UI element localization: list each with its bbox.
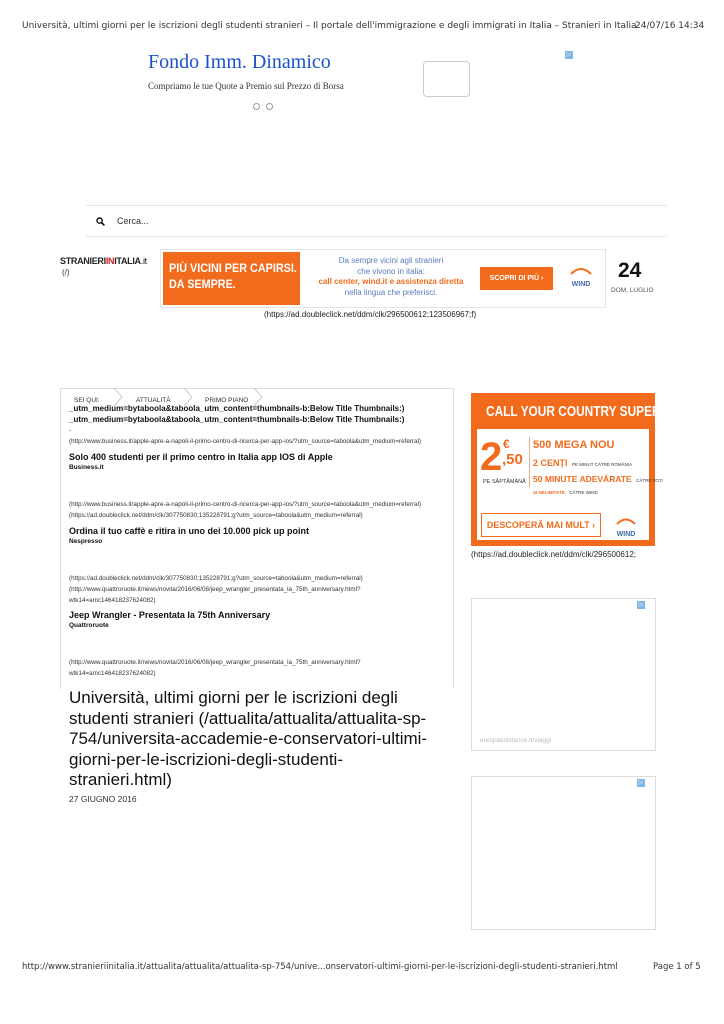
footer-page-number: Page 1 of 5 xyxy=(653,962,701,972)
banner-headline-2: DA SEMPRE. xyxy=(169,277,236,291)
banner-cta-button[interactable]: SCOPRI DI PIÙ › xyxy=(480,267,553,290)
top-ad[interactable] xyxy=(140,45,580,115)
breadcrumb-sei-qui: SEI QUI: xyxy=(74,397,100,404)
item2-source: Nespresso xyxy=(69,538,103,545)
item2-title[interactable]: Ordina il tuo caffè e ritira in uno dei 10.000 pick up point xyxy=(69,526,310,536)
side-ad-click-url[interactable]: (https://ad.doubleclick.net/ddm/clk/296500612; xyxy=(471,550,636,559)
wind-logo xyxy=(562,263,600,293)
item3-title[interactable]: Jeep Wrangler - Presentata la 75th Anniversary xyxy=(69,610,271,620)
adchoices-icon[interactable]: ▷ xyxy=(566,52,572,58)
item3-source: Quattroruote xyxy=(69,622,109,629)
side-ad-offer-4-suffix: CĂTRE WIND xyxy=(569,490,598,495)
top-ad-subtitle: Compriamo le tue Quote a Premio sul Prezzo di Borsa xyxy=(148,81,344,91)
side-ad-offer-2: 2 CENȚI xyxy=(533,458,568,468)
logo-suffix: .it xyxy=(140,256,147,266)
side-ad-price-big: 2 xyxy=(480,435,503,479)
article-title-line-2[interactable]: studenti stranieri (/attualita/attualita/attualita-sp- xyxy=(69,708,427,728)
banner-line-1: Da sempre vicini agli stranieri xyxy=(338,256,444,265)
side-ad-box-2[interactable] xyxy=(471,598,656,751)
item2-post-url-1[interactable]: (https://ad.doubleclick.net/ddm/clk/307750830;135228791;g?utm_source=taboola&utm_medium=referral) xyxy=(69,575,363,582)
side-ad-cta-button[interactable]: DESCOPERĂ MAI MULT › xyxy=(481,513,601,537)
breadcrumb-attualita[interactable]: ATTUALITÀ xyxy=(136,397,171,404)
breadcrumb-primo-piano[interactable]: PRIMO PIANO xyxy=(205,397,249,404)
side-ad-offer-4: ȘI NELIMITATE xyxy=(533,490,565,495)
side-ad-brand: WIND xyxy=(616,531,636,538)
item1-post-url-2[interactable]: (https://ad.doubleclick.net/ddm/clk/307750830;135228791;g?utm_source=taboola&utm_medium=referral) xyxy=(69,512,363,519)
home-link[interactable]: (/) xyxy=(62,268,70,277)
side-ad-price-small: ,50 xyxy=(502,451,523,468)
side-ad-offer-4-row xyxy=(533,481,598,499)
top-ad-open-button[interactable] xyxy=(423,61,470,97)
side-ad-offer-1: 500 MEGA NOU xyxy=(533,439,615,451)
side-ad-offer-3-suffix: CĂTRE TOȚI xyxy=(636,478,663,483)
print-timestamp: 24/07/16 14:34 xyxy=(635,21,705,31)
logo-part-3: ITALIA xyxy=(114,256,141,266)
search-bar[interactable] xyxy=(86,205,667,237)
side-ad-box-3[interactable] xyxy=(471,776,656,930)
side-box-2-text[interactable]: europassistance.it/viaggi xyxy=(480,737,552,744)
logo-part-2: IN xyxy=(105,256,115,266)
date-day: 24 xyxy=(618,259,642,282)
banner-headline-1: PIÙ VICINI PER CAPIRSI. xyxy=(169,261,297,275)
article-title-line-4[interactable]: giorni-per-le-iscrizioni-degli-studenti- xyxy=(69,749,343,769)
wind-banner-ad[interactable] xyxy=(160,249,606,308)
article-date: 27 GIUGNO 2016 xyxy=(69,794,137,804)
taboola-dot: . xyxy=(69,424,72,433)
side-box-2-adchoices-icon[interactable]: ▷ xyxy=(638,602,644,608)
side-ad-offer-2-suffix: PE MINUT CĂTRE ROMÂNIA xyxy=(571,462,633,467)
banner-line-2: che vivono in italia: xyxy=(357,266,425,276)
side-ad-offer-3: 50 MINUTE ADEVĂRATE xyxy=(533,474,632,484)
top-ad-title[interactable]: Fondo Imm. Dinamico xyxy=(148,51,331,73)
banner-body xyxy=(311,256,471,298)
item1-title[interactable]: Solo 400 studenti per il primo centro in Italia app IOS di Apple xyxy=(69,452,333,462)
banner-line-3: call center, wind.it e assistenza diretta xyxy=(318,277,464,286)
side-ad-currency: € xyxy=(503,437,510,451)
side-ad-divider xyxy=(529,437,530,487)
item2-post-url-3[interactable]: wtk14=amc146418237624082) xyxy=(69,597,156,604)
side-ad-per-week: PE SĂPTĂMÂNĂ xyxy=(483,479,526,485)
item1-post-url-1[interactable]: (http://www.business.it/apple-apre-a-napoli-il-primo-centro-di-ricerca-per-app-ios/?utm_source=taboola&utm_medium=referral) xyxy=(69,501,422,508)
site-logo[interactable] xyxy=(60,256,147,266)
date-label: DOM, LUGLIO xyxy=(611,287,654,294)
item2-post-url-2[interactable]: (http://www.quattroruote.it/news/novita/2016/06/08/jeep_wrangler_presentata_la_75th_anniversary.html? xyxy=(69,586,361,593)
item3-post-url-1[interactable]: (http://www.quattroruote.it/news/novita/2016/06/08/jeep_wrangler_presentata_la_75th_anniversary.html? xyxy=(69,659,361,666)
side-box-3-adchoices-icon[interactable]: ▷ xyxy=(638,780,644,786)
footer-url: http://www.stranieriinitalia.it/attualita/attualita/attualita-sp-754/unive...onservatori-ultimi-giorni-per-le-iscrizioni-degli-studenti-stranieri.html xyxy=(22,962,618,972)
logo-part-1: STRANIERI xyxy=(60,256,106,266)
item1-source: Business.it xyxy=(69,464,104,471)
article-title-line-3[interactable]: 754/universita-accademie-e-conservatori-ultimi- xyxy=(69,729,428,748)
carousel-dots[interactable] xyxy=(253,97,279,115)
article-title-line-5[interactable]: stranieri.html) xyxy=(69,770,172,789)
side-ad-headline: CALL YOUR COUNTRY SUPER xyxy=(486,404,661,420)
side-wind-ad[interactable] xyxy=(471,393,663,546)
item1-pre-url[interactable]: (http://www.business.it/apple-apre-a-napoli-il-primo-centro-di-ricerca-per-app-ios/?utm_source=taboola&utm_medium=referral) xyxy=(69,438,422,445)
banner-brand: WIND xyxy=(571,281,591,288)
search-input[interactable]: Cerca... xyxy=(117,216,149,226)
banner-line-4: nella lingua che preferisci. xyxy=(344,287,438,297)
article-title-line-1[interactable]: Università, ultimi giorni per le iscrizioni degli xyxy=(69,688,398,707)
banner-click-url[interactable]: (https://ad.doubleclick.net/ddm/clk/296500612;123506967;f) xyxy=(264,310,477,319)
search-icon[interactable] xyxy=(96,217,105,226)
taboola-broken-line-2[interactable]: _utm_medium=bytaboola&taboola_utm_content=thumbnails-b:Below Title Thumbnails:) xyxy=(69,415,405,424)
article-title[interactable] xyxy=(69,688,449,791)
wind-swirl-icon xyxy=(569,266,593,276)
item3-post-url-2[interactable]: wtk14=amc146418237624082) xyxy=(69,670,156,677)
taboola-broken-line-1[interactable]: _utm_medium=bytaboola&taboola_utm_content=thumbnails-b:Below Title Thumbnails:) xyxy=(69,404,405,413)
document-title: Università, ultimi giorni per le iscrizioni degli studenti stranieri – Il portale dell'immigrazione e degli immigrati in Italia – Stranieri in Italia xyxy=(22,21,637,31)
side-wind-logo xyxy=(607,513,645,537)
content-frame xyxy=(60,388,454,689)
side-wind-swirl-icon xyxy=(615,517,637,526)
